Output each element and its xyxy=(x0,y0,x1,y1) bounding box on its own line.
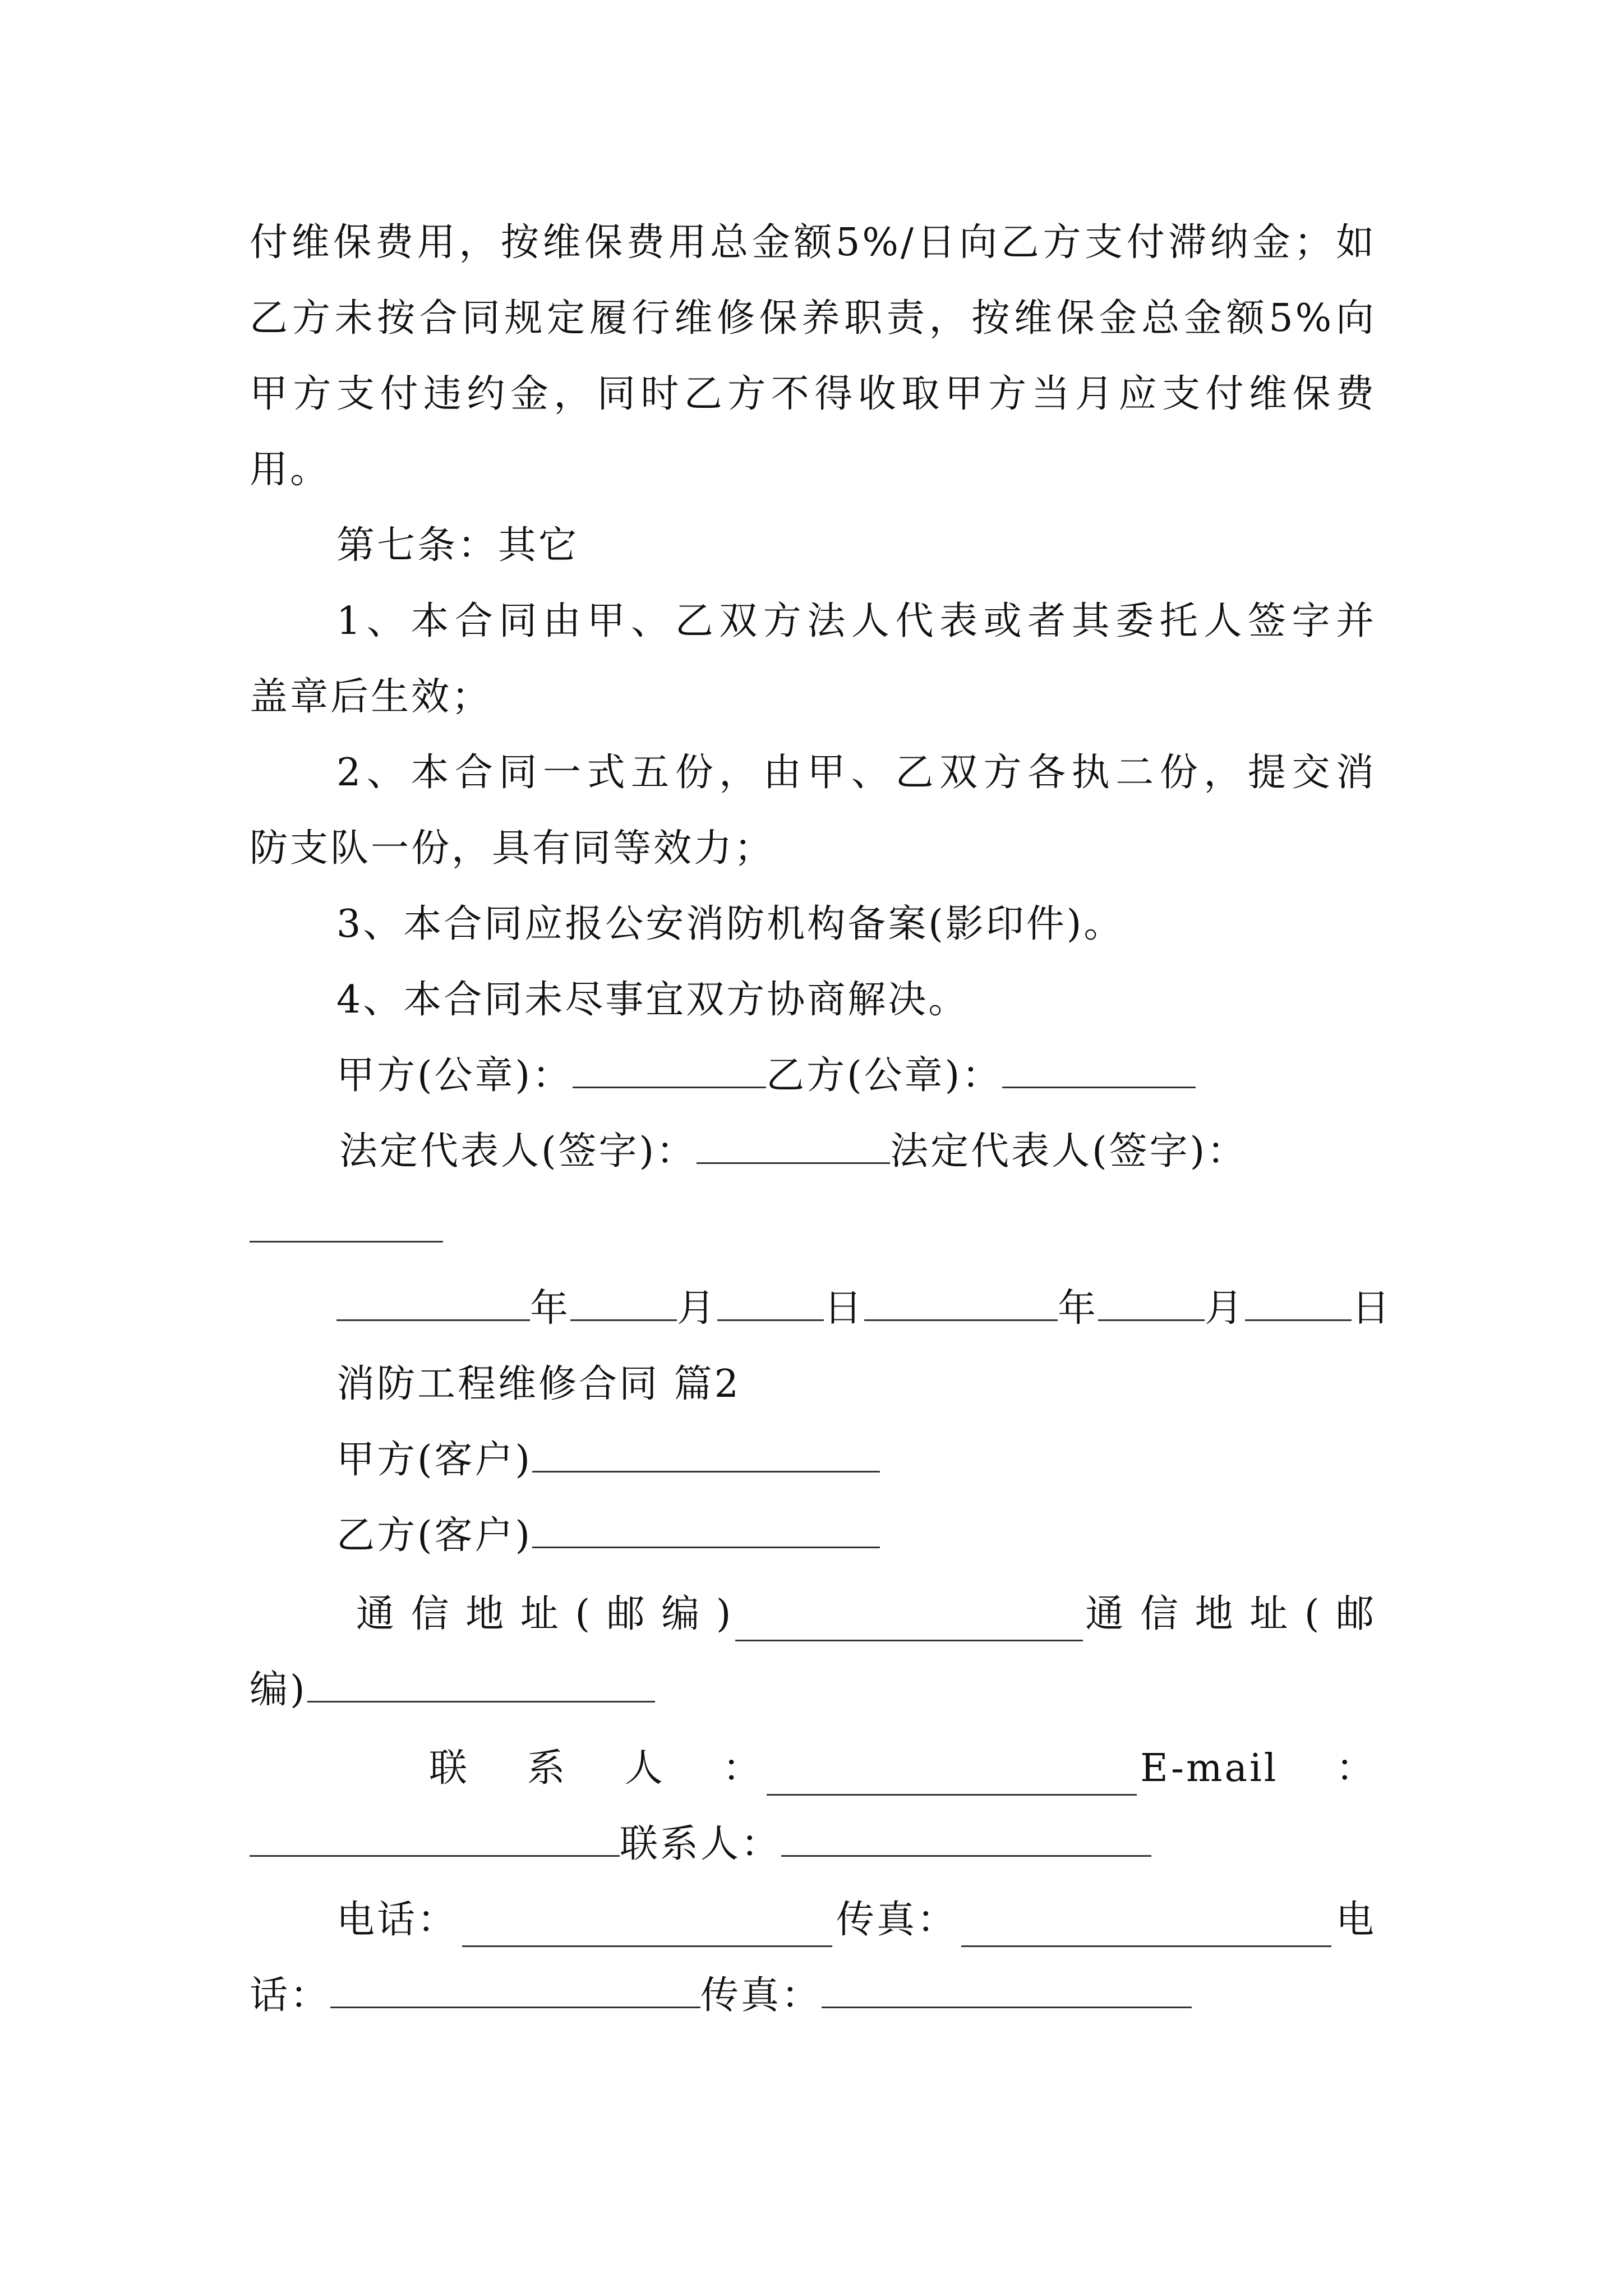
email-a-field[interactable] xyxy=(250,1820,620,1857)
contact-b-label: 联系人： xyxy=(620,1822,782,1866)
year-label: 年 xyxy=(1058,1286,1099,1331)
month-label: 月 xyxy=(677,1286,718,1331)
day-label: 日 xyxy=(824,1286,865,1331)
legal-rep-b-label: 法定代表人(签字)： xyxy=(890,1129,1248,1174)
phone-b-field[interactable] xyxy=(330,1972,700,2008)
seal-row xyxy=(336,1049,1196,1103)
address-b-field[interactable] xyxy=(307,1666,655,1703)
fax-a-label: 传真： xyxy=(836,1898,957,1942)
party-b-seal-label: 乙方(公章)： xyxy=(766,1053,1003,1098)
article-item: 3、本合同应报公安消防机构备案(影印件)。 xyxy=(336,902,1124,946)
address-a-field[interactable] xyxy=(735,1605,1083,1641)
fax-a-field[interactable] xyxy=(961,1911,1331,1947)
article-heading: 第七条：其它 xyxy=(336,523,579,568)
date-row xyxy=(336,1282,1392,1336)
party-a-seal-label: 甲方(公章)： xyxy=(336,1053,573,1098)
month-a-field[interactable] xyxy=(570,1285,677,1321)
contact-b-field[interactable] xyxy=(781,1820,1151,1857)
article-item: 盖章后生效； xyxy=(250,675,492,719)
party-a-row xyxy=(336,1433,880,1487)
paragraph-line: 甲方支付违约金，同时乙方不得收取甲方当月应支付维保费 xyxy=(250,372,1376,416)
year-label: 年 xyxy=(530,1286,571,1331)
month-label: 月 xyxy=(1205,1286,1246,1331)
legal-rep-row xyxy=(339,1125,1376,1179)
paragraph-line: 付维保费用，按维保费用总金额5%/日向乙方支付滞纳金；如 xyxy=(250,220,1376,265)
phone-a-field[interactable] xyxy=(462,1911,832,1947)
day-label: 日 xyxy=(1352,1286,1393,1331)
legal-rep-b-row xyxy=(250,1203,443,1257)
address-row xyxy=(356,1588,1376,1641)
article-item: 1、本合同由甲、乙双方法人代表或者其委托人签字并 xyxy=(336,599,1376,643)
party-b-row xyxy=(336,1509,880,1563)
article-item: 4、本合同未尽事宜双方协商解决。 xyxy=(336,978,969,1022)
article-item: 防支队一份，具有同等效力； xyxy=(250,826,775,871)
contact-a-label: 联 系 人 ： xyxy=(429,1746,763,1791)
legal-rep-a-label: 法定代表人(签字)： xyxy=(339,1129,697,1174)
phone-a-label: 电话： xyxy=(336,1898,458,1942)
contact-row-cont xyxy=(250,1818,1151,1871)
section-title: 消防工程维修合同 篇2 xyxy=(336,1362,741,1406)
day-b-field[interactable] xyxy=(1245,1285,1352,1321)
email-a-label: E-mail ： xyxy=(1140,1746,1376,1791)
article-item: 2、本合同一式五份，由甲、乙双方各执二份，提交消 xyxy=(336,751,1376,795)
paragraph-line: 用。 xyxy=(250,448,331,492)
paragraph-line: 乙方未按合同规定履行维修保养职责，按维保金总金额5%向 xyxy=(250,296,1376,341)
phone-row xyxy=(336,1893,1376,1947)
legal-rep-b-field[interactable] xyxy=(250,1206,443,1243)
contact-a-field[interactable] xyxy=(767,1759,1137,1796)
address-b-label: 通 信 地 址 ( 邮 xyxy=(1085,1592,1376,1636)
phone-row-cont xyxy=(250,1969,1192,2023)
party-b-field[interactable] xyxy=(532,1512,880,1548)
party-a-field[interactable] xyxy=(532,1436,880,1473)
address-row-cont xyxy=(250,1663,655,1717)
party-b-label: 乙方(客户) xyxy=(336,1513,533,1558)
party-a-seal-field[interactable] xyxy=(573,1052,766,1088)
legal-rep-a-field[interactable] xyxy=(697,1128,890,1164)
year-b-field[interactable] xyxy=(864,1285,1058,1321)
fax-b-field[interactable] xyxy=(822,1972,1192,2008)
year-a-field[interactable] xyxy=(336,1285,530,1321)
address-b-label-end: 编) xyxy=(250,1668,307,1712)
month-b-field[interactable] xyxy=(1098,1285,1205,1321)
contact-row xyxy=(429,1742,1376,1796)
fax-b-label: 传真： xyxy=(700,1973,822,2018)
address-a-label: 通 信 地 址 ( 邮 编 ) xyxy=(356,1592,734,1636)
phone-b-label-end: 话： xyxy=(250,1973,331,2018)
party-a-label: 甲方(客户) xyxy=(336,1438,533,1482)
day-a-field[interactable] xyxy=(717,1285,824,1321)
party-b-seal-field[interactable] xyxy=(1002,1052,1196,1088)
phone-b-label-start: 电 xyxy=(1335,1898,1376,1942)
